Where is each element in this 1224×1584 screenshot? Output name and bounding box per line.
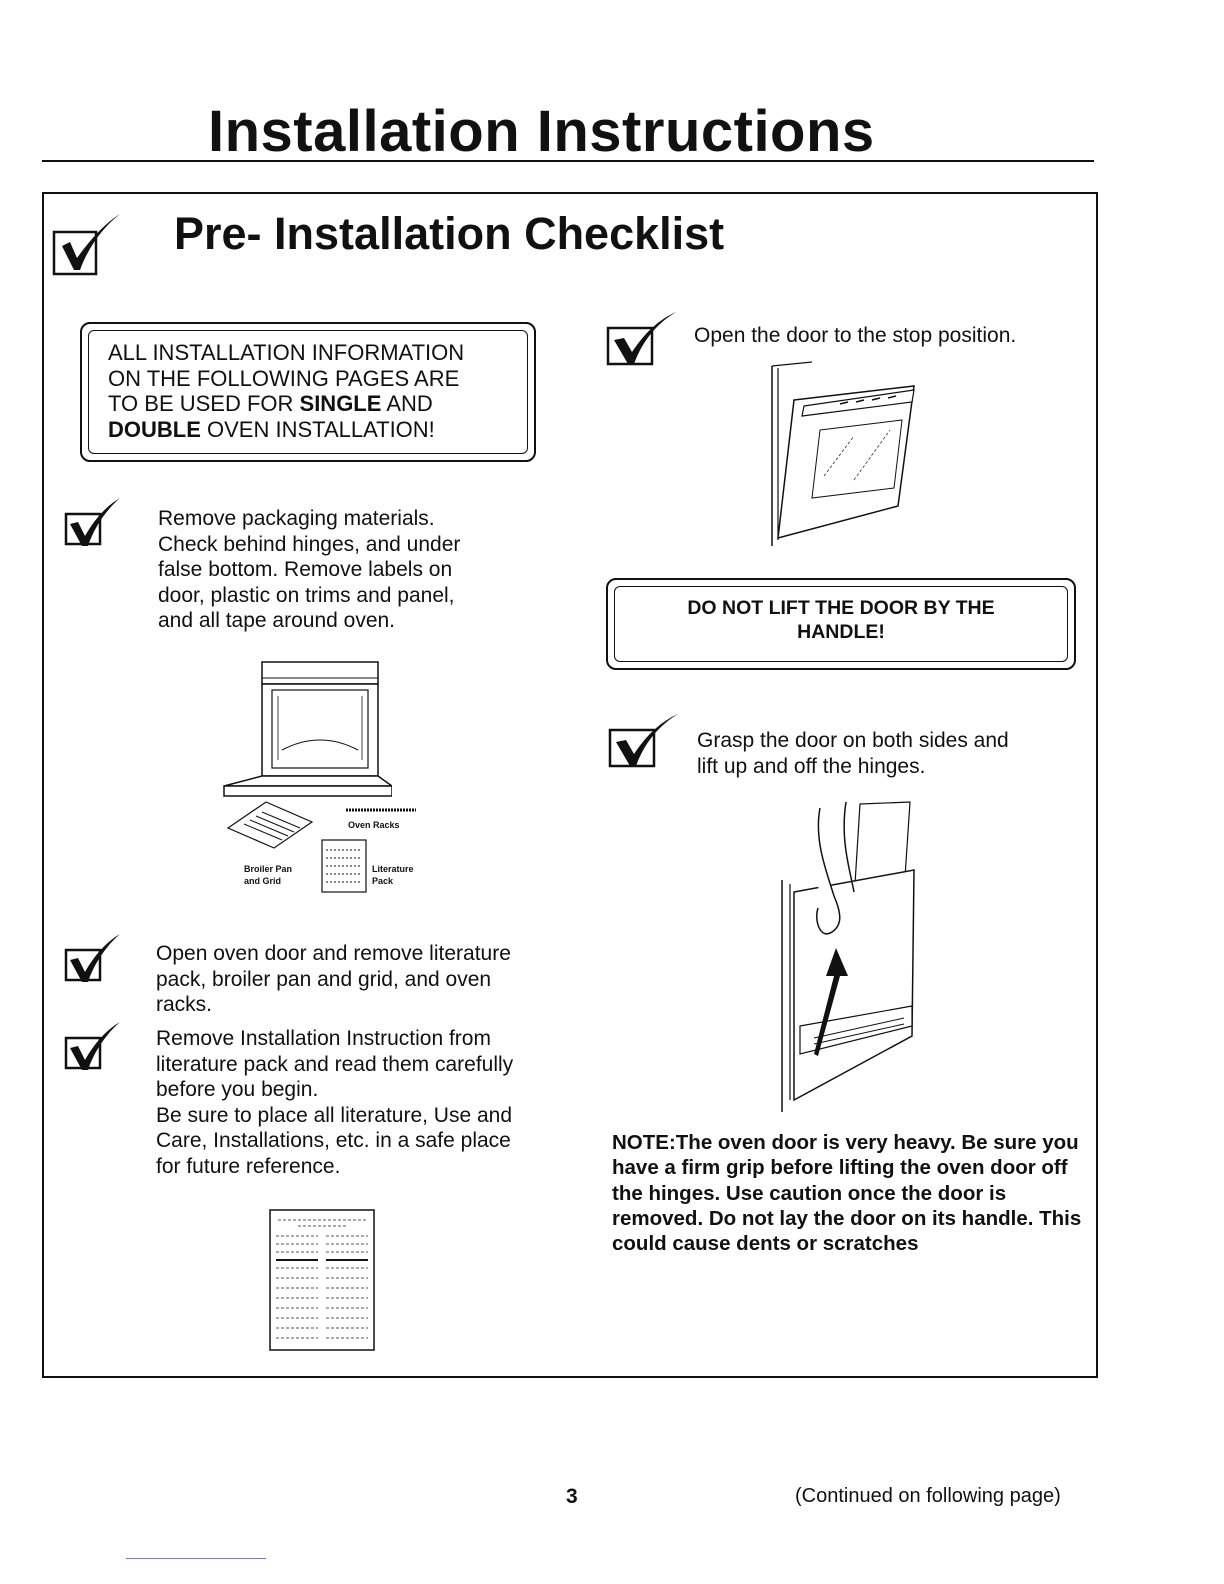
section-heading: Pre- Installation Checklist <box>174 208 725 259</box>
title-rule <box>42 160 1094 162</box>
step-check-icon <box>608 712 680 770</box>
warning-text <box>608 596 1074 644</box>
step-open-door: Open the door to the stop position. <box>694 324 1017 347</box>
notice-line-3-post: AND <box>381 391 433 416</box>
oven-racks-label: Oven Racks <box>348 820 400 830</box>
do-not-lift-warning <box>606 578 1076 670</box>
accessories-illustration <box>226 798 426 898</box>
page-title: Installation Instructions <box>208 99 875 164</box>
step-lift-door: Grasp the door on both sides and lift up and off the hinges. <box>697 729 1009 778</box>
literature-label-2: Pack <box>372 876 394 886</box>
oven-front-illustration <box>222 660 392 800</box>
lift-door-illustration <box>774 800 920 1116</box>
notice-line-3-pre: TO BE USED FOR <box>108 391 300 416</box>
notice-line-3 <box>108 391 464 417</box>
warning-line-1: DO NOT LIFT THE DOOR BY THE <box>687 597 995 619</box>
notice-double-word: DOUBLE <box>108 416 201 442</box>
notice-single-word: SINGLE <box>299 391 382 416</box>
step-check-icon <box>64 932 122 992</box>
literature-label-1: Literature <box>372 864 414 874</box>
checkbox-check-icon <box>52 212 124 278</box>
notice-line-4-post: OVEN INSTALLATION! <box>200 416 435 442</box>
footer-rule <box>126 1558 266 1559</box>
instruction-booklet-illustration <box>268 1208 378 1354</box>
warning-line-2: HANDLE! <box>797 621 885 643</box>
step-check-icon <box>606 310 678 368</box>
step-remove-packaging: Remove packaging materials. Check behind hinges, and under false bottom. Remove labels on door, plastic on trims and panel, and all tape around oven. <box>158 507 461 632</box>
continued-note: (Continued on following page) <box>795 1485 1061 1507</box>
notice-line-2: ON THE FOLLOWING PAGES ARE <box>108 365 460 391</box>
notice-line-4 <box>108 417 464 443</box>
step-check-icon <box>64 1020 122 1080</box>
broiler-label-1: Broiler Pan <box>244 864 293 874</box>
step-read-instructions: Remove Installation Instruction from literature pack and read them carefully before you begin. Be sure to place all literature, Use and Care, Installations, etc. in a safe place for future reference. <box>156 1027 514 1178</box>
single-double-notice <box>80 322 536 462</box>
broiler-label-2: and Grid <box>244 876 282 886</box>
notice-line-1: ALL INSTALLATION INFORMATION <box>108 340 465 365</box>
heavy-door-note: NOTE:The oven door is very heavy. Be sure you have a firm grip before lifting the oven door off the hinges. Use caution once the door is removed. Do not lay the door on its handle. This could cause dents or scratches <box>612 1131 1082 1256</box>
open-door-illustration <box>764 356 924 550</box>
step-check-icon <box>64 496 122 556</box>
notice-text <box>108 340 464 442</box>
page-number: 3 <box>566 1485 578 1508</box>
step-remove-literature: Open oven door and remove literature pack, broiler pan and grid, and oven racks. <box>156 942 511 1016</box>
